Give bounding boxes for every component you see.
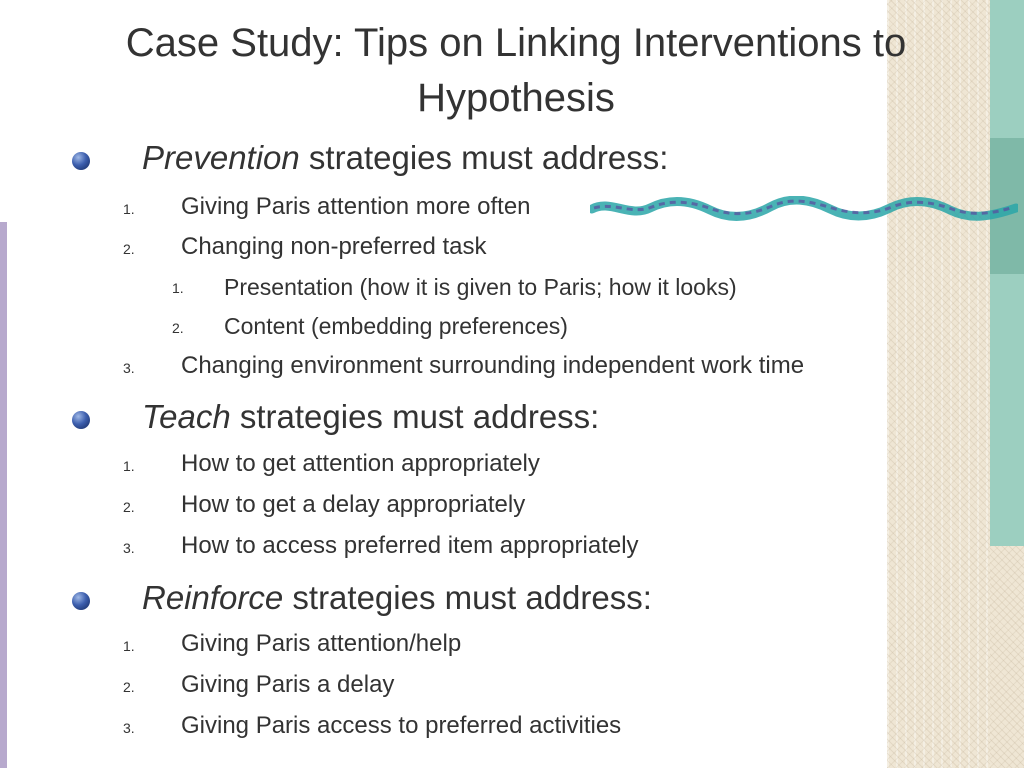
squiggle-decoration xyxy=(590,196,1018,222)
sublist-item: Content (embedding preferences) xyxy=(224,313,568,339)
section-keyword: Prevention xyxy=(142,139,300,176)
section-heading-rest: strategies must address: xyxy=(230,398,600,435)
list-number: 3. xyxy=(123,540,135,556)
list-item: Giving Paris access to preferred activities xyxy=(181,712,622,739)
section-heading-rest: strategies must address: xyxy=(299,139,669,176)
list-number: 3. xyxy=(123,720,135,736)
section-heading-prevention xyxy=(142,138,668,178)
slide-title: Case Study: Tips on Linking Interventions to Hypothesis xyxy=(125,21,907,120)
list-item: How to access preferred item appropriately xyxy=(181,532,639,559)
list-number: 1. xyxy=(123,638,135,654)
section-keyword: Reinforce xyxy=(142,579,284,616)
list-number: 2. xyxy=(123,241,135,257)
teal-accent-strip xyxy=(990,0,1024,546)
section-keyword: Teach xyxy=(142,398,231,435)
sublist-number: 1. xyxy=(172,280,184,296)
list-number: 1. xyxy=(123,458,135,474)
bullet-icon xyxy=(72,411,90,429)
list-item: How to get a delay appropriately xyxy=(181,491,526,518)
list-item: Giving Paris attention more often xyxy=(181,193,531,220)
section-heading-reinforce xyxy=(142,578,652,618)
list-number: 3. xyxy=(123,360,135,376)
list-item: Changing environment surrounding independent work time xyxy=(181,352,805,379)
sublist-item: Presentation (how it is given to Paris; how it looks) xyxy=(224,274,737,300)
list-item: How to get attention appropriately xyxy=(181,450,540,477)
sublist-number: 2. xyxy=(172,320,184,336)
section-heading-teach xyxy=(142,397,599,437)
list-item: Changing non-preferred task xyxy=(181,233,487,260)
list-item: Giving Paris attention/help xyxy=(181,630,462,657)
list-number: 2. xyxy=(123,499,135,515)
list-number: 2. xyxy=(123,679,135,695)
list-number: 1. xyxy=(123,201,135,217)
paper-texture-corner xyxy=(990,546,1024,768)
bullet-icon xyxy=(72,152,90,170)
list-item: Giving Paris a delay xyxy=(181,671,395,698)
left-accent-bar xyxy=(0,222,7,768)
section-heading-rest: strategies must address: xyxy=(283,579,652,616)
bullet-icon xyxy=(72,592,90,610)
